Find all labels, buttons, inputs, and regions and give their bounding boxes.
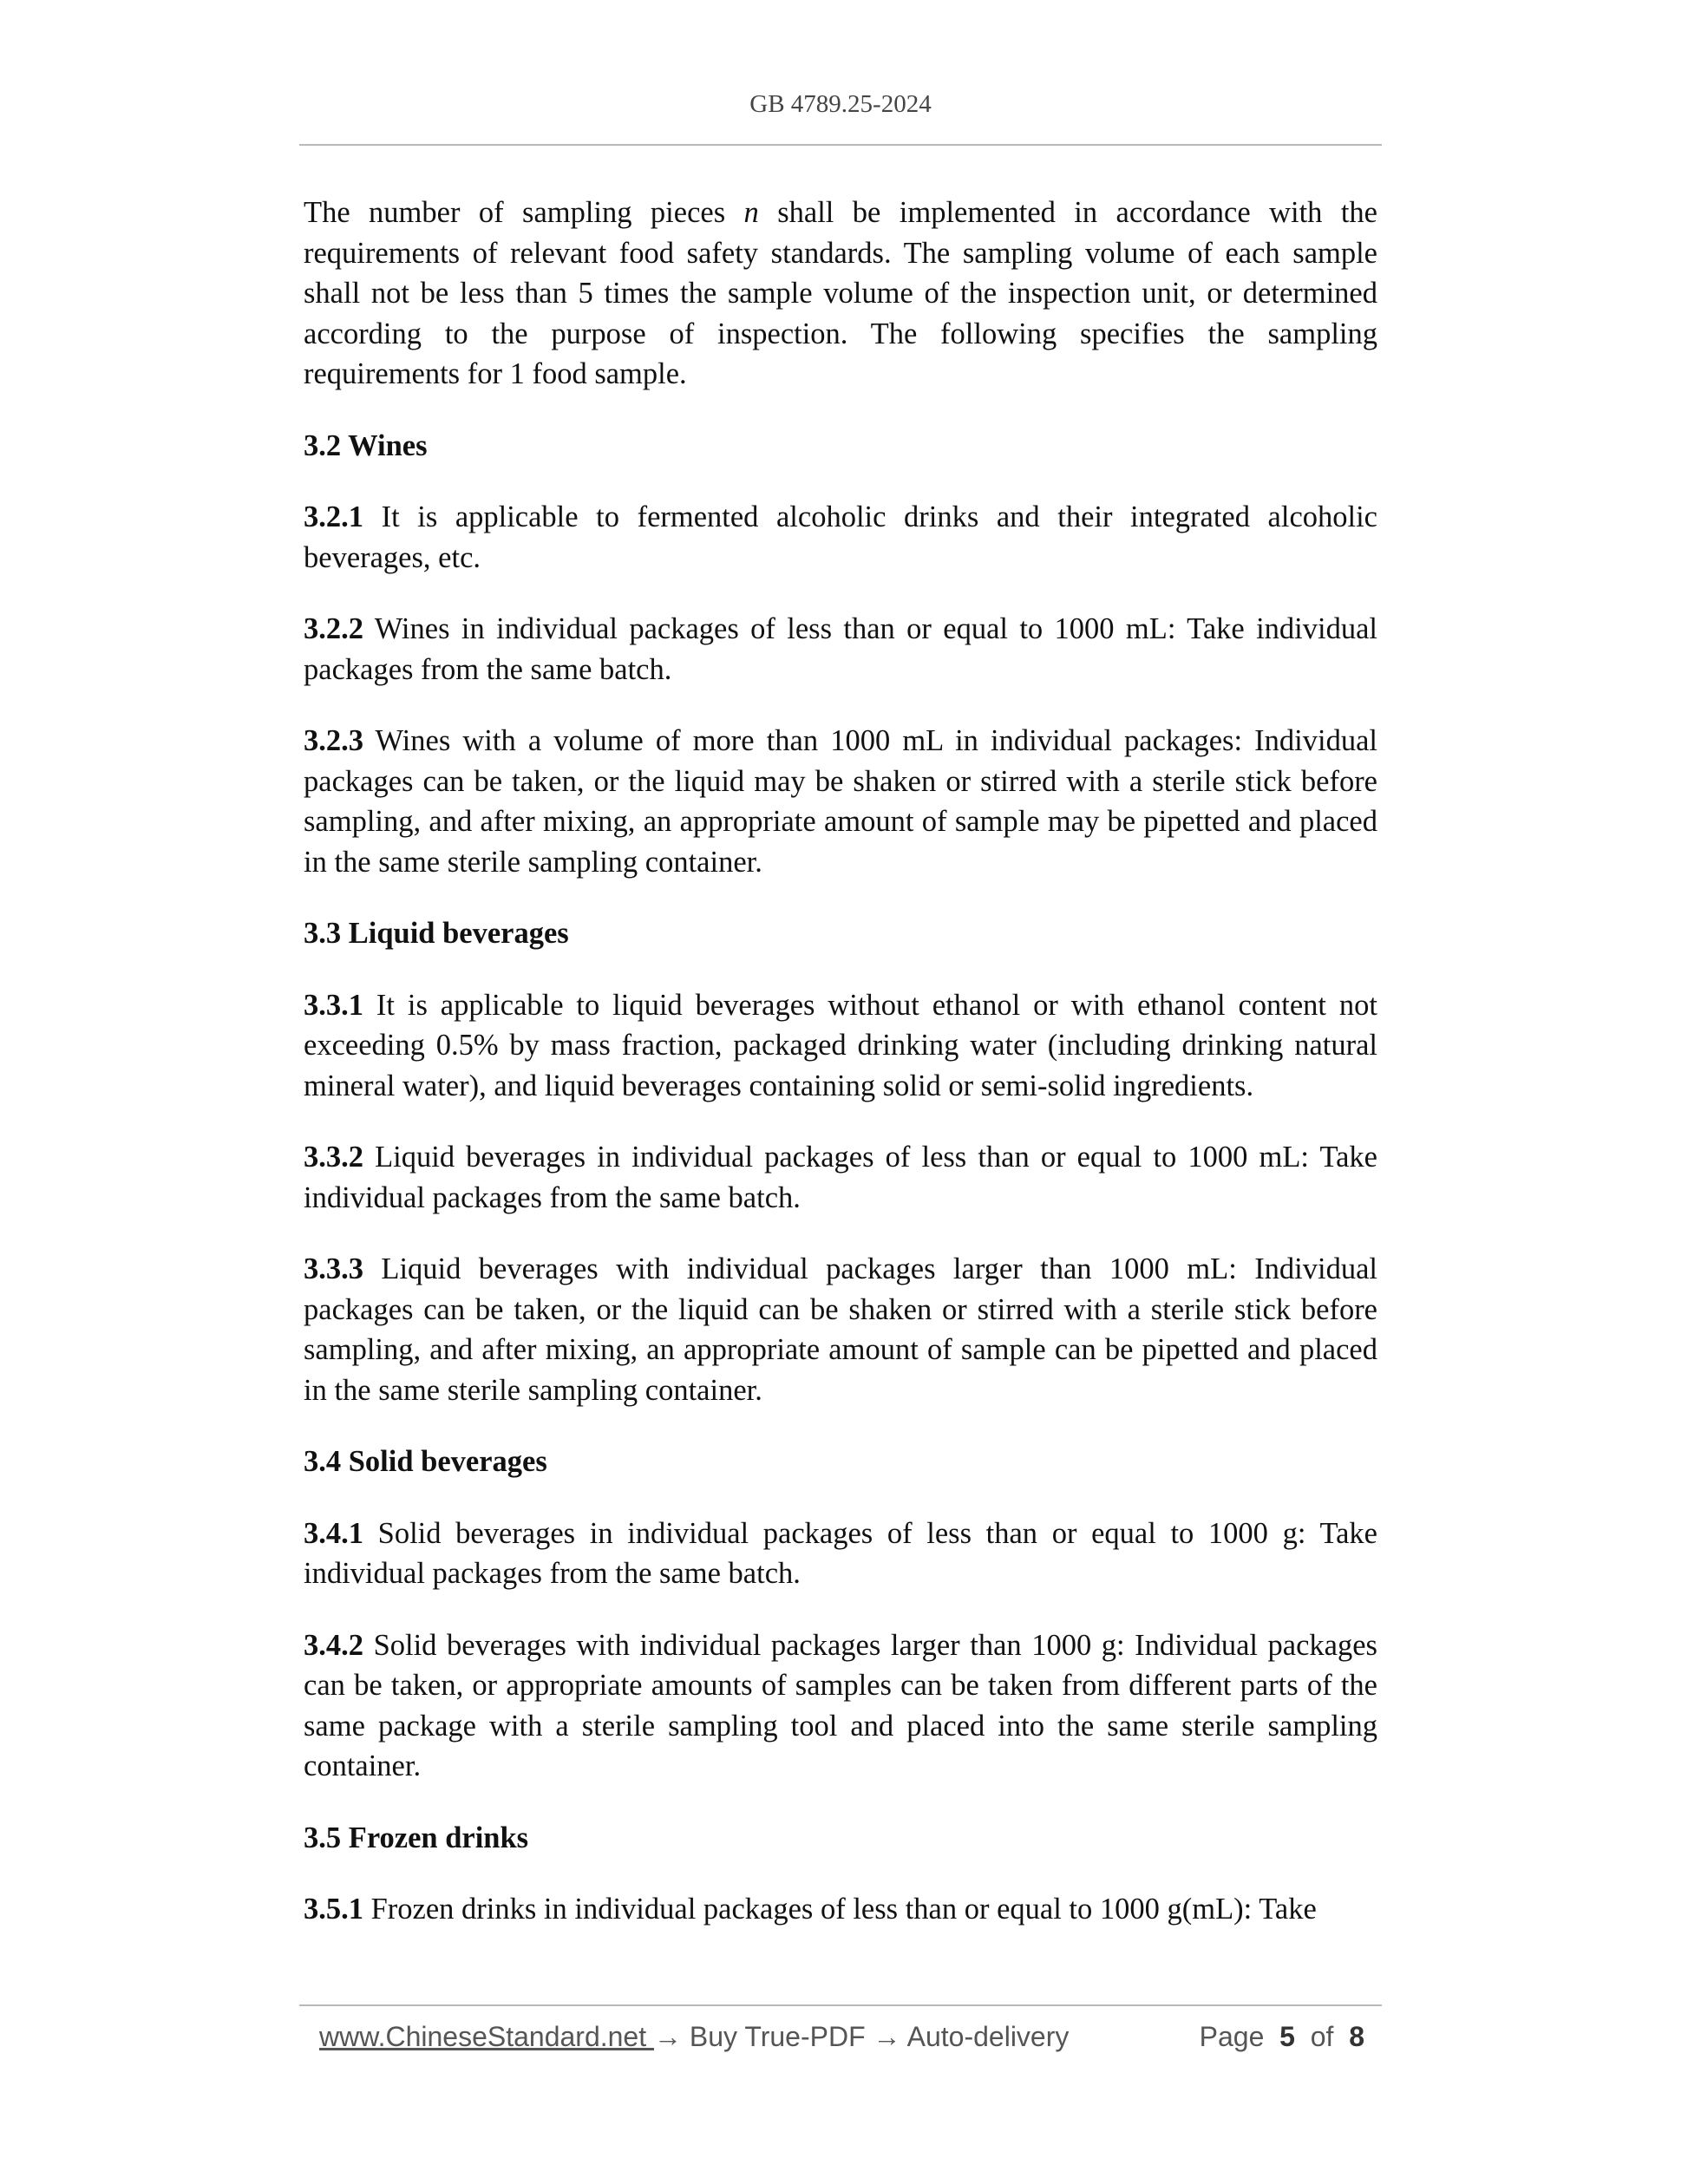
header-divider	[299, 144, 1382, 146]
clause-3-3-2	[304, 1137, 1377, 1218]
arrow-right-icon: →	[654, 2021, 682, 2052]
clause-text: It is applicable to fermented alcoholic drinks and their integrated alcoholic beverages, etc.	[304, 500, 1377, 574]
clause-number: 3.3.3	[304, 1252, 363, 1285]
buy-pdf-text: Buy True-PDF	[682, 2021, 873, 2052]
clause-number: 3.3.2	[304, 1141, 363, 1174]
intro-text-start: The number of sampling pieces	[304, 196, 744, 229]
footer-promo	[319, 2021, 1069, 2053]
document-body	[304, 193, 1377, 1961]
section-heading-3-4: 3.4 Solid beverages	[304, 1445, 547, 1478]
clause-number: 3.2.3	[304, 724, 363, 757]
clause-text: Frozen drinks in individual packages of less than or equal to 1000 g(mL): Take	[363, 1893, 1317, 1926]
clause-3-4-1	[304, 1514, 1377, 1594]
clause-3-3-1	[304, 985, 1377, 1107]
footer-divider	[299, 2004, 1382, 2006]
clause-number: 3.3.1	[304, 988, 363, 1022]
current-page-number: 5	[1279, 2021, 1295, 2052]
variable-n: n	[743, 196, 759, 229]
section-heading-3-3: 3.3 Liquid beverages	[304, 917, 569, 950]
clause-text: Wines in individual packages of less than or equal to 1000 mL: Take individual packages from the same batch.	[304, 612, 1377, 686]
total-pages-number: 8	[1349, 2021, 1364, 2052]
clause-3-3-3	[304, 1249, 1377, 1410]
intro-paragraph	[304, 193, 1377, 395]
clause-number: 3.4.1	[304, 1516, 363, 1550]
clause-number: 3.5.1	[304, 1893, 363, 1926]
website-link[interactable]: www.ChineseStandard.net	[319, 2021, 654, 2052]
clause-number: 3.4.2	[304, 1628, 363, 1662]
intro-text-end: shall be implemented in accordance with the requirements of relevant food safety standards. The sampling volume of each sample shall not be less than 5 times the sample volume of the inspection unit, or determined according to the purpose of inspection. The following specifies the sampling requirements for 1 food sample.	[304, 196, 1377, 390]
clause-3-4-2	[304, 1625, 1377, 1787]
clause-3-2-2	[304, 609, 1377, 690]
clause-text: Solid beverages with individual packages larger than 1000 g: Individual packages can be taken, or appropriate amounts of samples can be taken from different parts of the same package with a sterile sampling tool and placed into the same sterile sampling container.	[304, 1628, 1377, 1782]
document-code-header: GB 4789.25-2024	[749, 90, 932, 118]
clause-3-5-1	[304, 1889, 1377, 1930]
clause-3-2-1	[304, 497, 1377, 578]
clause-text: It is applicable to liquid beverages without ethanol or with ethanol content not exceeding 0.5% by mass fraction, packaged drinking water (including drinking natural mineral water), and liquid beverages containing solid or semi-solid ingredients.	[304, 988, 1377, 1102]
clause-3-2-3	[304, 721, 1377, 882]
clause-text: Wines with a volume of more than 1000 mL in individual packages: Individual packages can be taken, or the liquid may be shaken or stirred with a sterile stick before sampling, and after mixing, an appropriate amount of sample may be pipetted and placed in the same sterile sampling container.	[304, 724, 1377, 879]
page-footer	[319, 2021, 1364, 2064]
of-word: of	[1310, 2021, 1334, 2052]
clause-text: Liquid beverages in individual packages of less than or equal to 1000 mL: Take individual packages from the same batch.	[304, 1141, 1377, 1214]
clause-number: 3.2.2	[304, 612, 363, 645]
page-indicator	[1200, 2021, 1364, 2053]
page-word: Page	[1199, 2021, 1265, 2052]
clause-text: Liquid beverages with individual packages larger than 1000 mL: Individual packages can be taken, or the liquid can be shaken or stirred with a sterile stick before sampling, and after mixing, an appropriate amount of sample can be pipetted and placed in the same sterile sampling container.	[304, 1252, 1377, 1407]
arrow-right-icon: →	[873, 2021, 901, 2052]
auto-delivery-text: Auto-delivery	[900, 2021, 1070, 2052]
section-heading-3-5: 3.5 Frozen drinks	[304, 1821, 529, 1854]
clause-text: Solid beverages in individual packages of less than or equal to 1000 g: Take individual packages from the same batch.	[304, 1516, 1377, 1590]
section-heading-3-2: 3.2 Wines	[304, 428, 428, 462]
clause-number: 3.2.1	[304, 500, 363, 533]
